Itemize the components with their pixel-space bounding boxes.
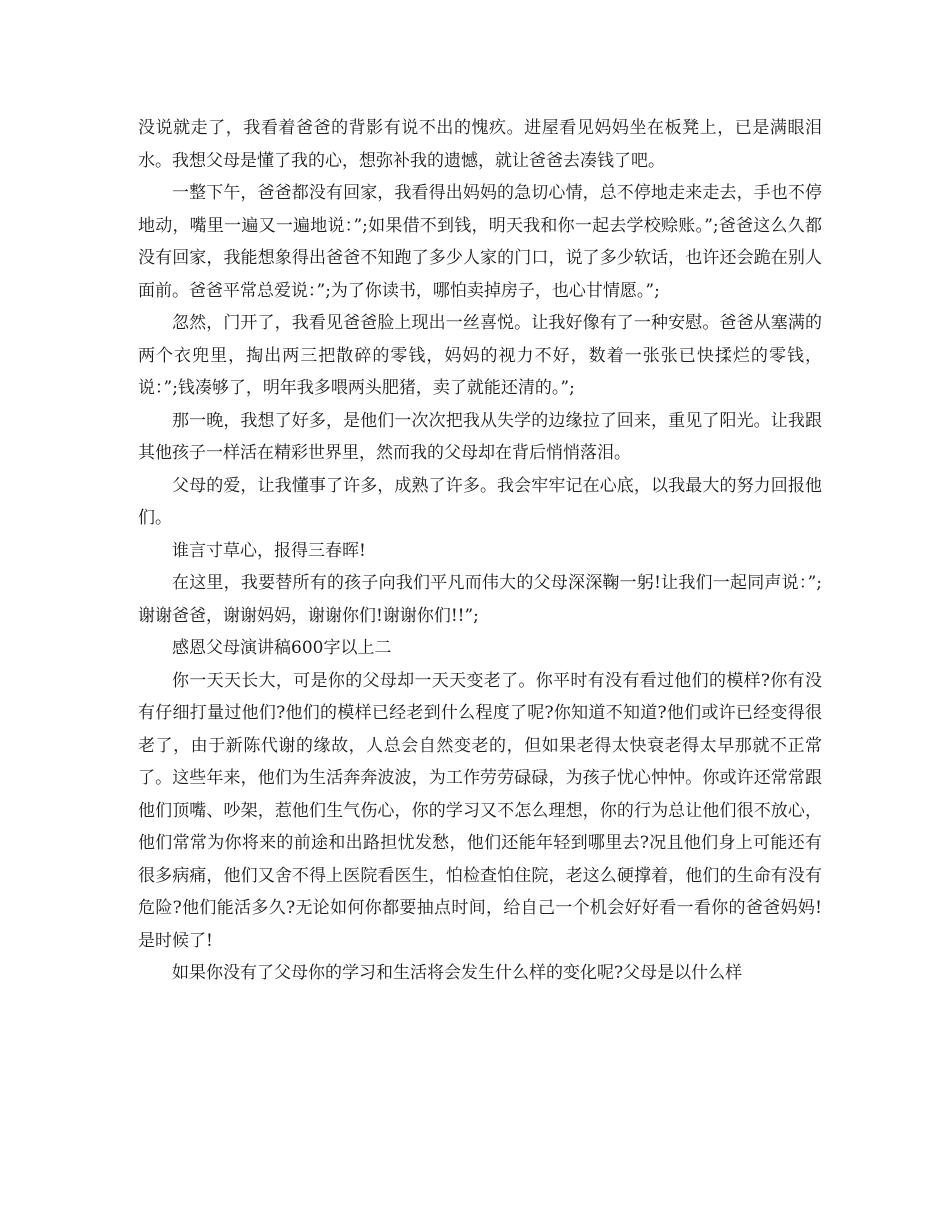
section-heading: 感恩父母演讲稿600字以上二 [172,638,392,658]
paragraph: 谁言寸草心，报得三春晖! [172,540,366,561]
paragraph: 一整下午，爸爸都没有回家，我看得出妈妈的急切心情，总不停地走来走去，手也不停地动，嘴里一遍又一遍地说：”;如果借不到钱，明天我和你一起去学校赊账。”;爸爸这么久都没有回家，我能想象得出爸爸不知跑了多少人家的门口，说了多少软话，也许还会跪在别人面前。爸爸平常总爱说：”;为了你读书，哪怕卖掉房子，也心甘情愿。”; [138,183,822,301]
paragraph: 你一天天长大，可是你的父母却一天天变老了。你平时有没有看过他们的模样?你有没有仔细打量过他们?他们的模样已经老到什么程度了呢?你知道不知道?他们或许已经变得很老了，由于新陈代谢的缘故，人总会自然变老的，但如果老得太快衰老得太早那就不正常了。这些年来，他们为生活奔奔波波，为工作劳劳碌碌，为孩子忧心忡忡。你或许还常常跟他们顶嘴、吵架，惹他们生气伤心，你的学习又不怎么理想，你的行为总让他们很不放心，他们常常为你将来的前途和出路担忧发愁，他们还能年轻到哪里去?况且他们身上可能还有很多病痛，他们又舍不得上医院看医生，怕检查怕住院，老这么硬撑着，他们的生命有没有危险?他们能活多久?无论如何你都要抽点时间，给自己一个机会好好看一看你的爸爸妈妈!是时候了! [138,670,822,951]
paragraph: 忽然，门开了，我看见爸爸脸上现出一丝喜悦。让我好像有了一种安慰。爸爸从塞满的两个衣兜里，掏出两三把散碎的零钱，妈妈的视力不好，数着一张张已快揉烂的零钱，说：”;钱凑够了，明年我多喂两头肥猪，卖了就能还清的。”; [138,313,822,398]
paragraph: 没说就走了，我看着爸爸的背影有说不出的愧疚。进屋看见妈妈坐在板凳上，已是满眼泪水。我想父母是懂了我的心，想弥补我的遗憾，就让爸爸去凑钱了吧。 [138,118,822,171]
paragraph: 如果你没有了父母你的学习和生活将会发生什么样的变化呢?父母是以什么样 [172,963,743,983]
paragraph: 在这里，我要替所有的孩子向我们平凡而伟大的父母深深鞠一躬!让我们一起同声说：”;谢谢爸爸，谢谢妈妈，谢谢你们!谢谢你们!!”; [138,573,822,626]
paragraph: 那一晚，我想了好多，是他们一次次把我从失学的边缘拉了回来，重见了阳光。让我跟其他孩子一样活在精彩世界里，然而我的父母却在背后悄悄落泪。 [138,410,822,463]
paragraph: 父母的爱，让我懂事了许多，成熟了许多。我会牢牢记在心底，以我最大的努力回报他们。 [138,475,822,528]
